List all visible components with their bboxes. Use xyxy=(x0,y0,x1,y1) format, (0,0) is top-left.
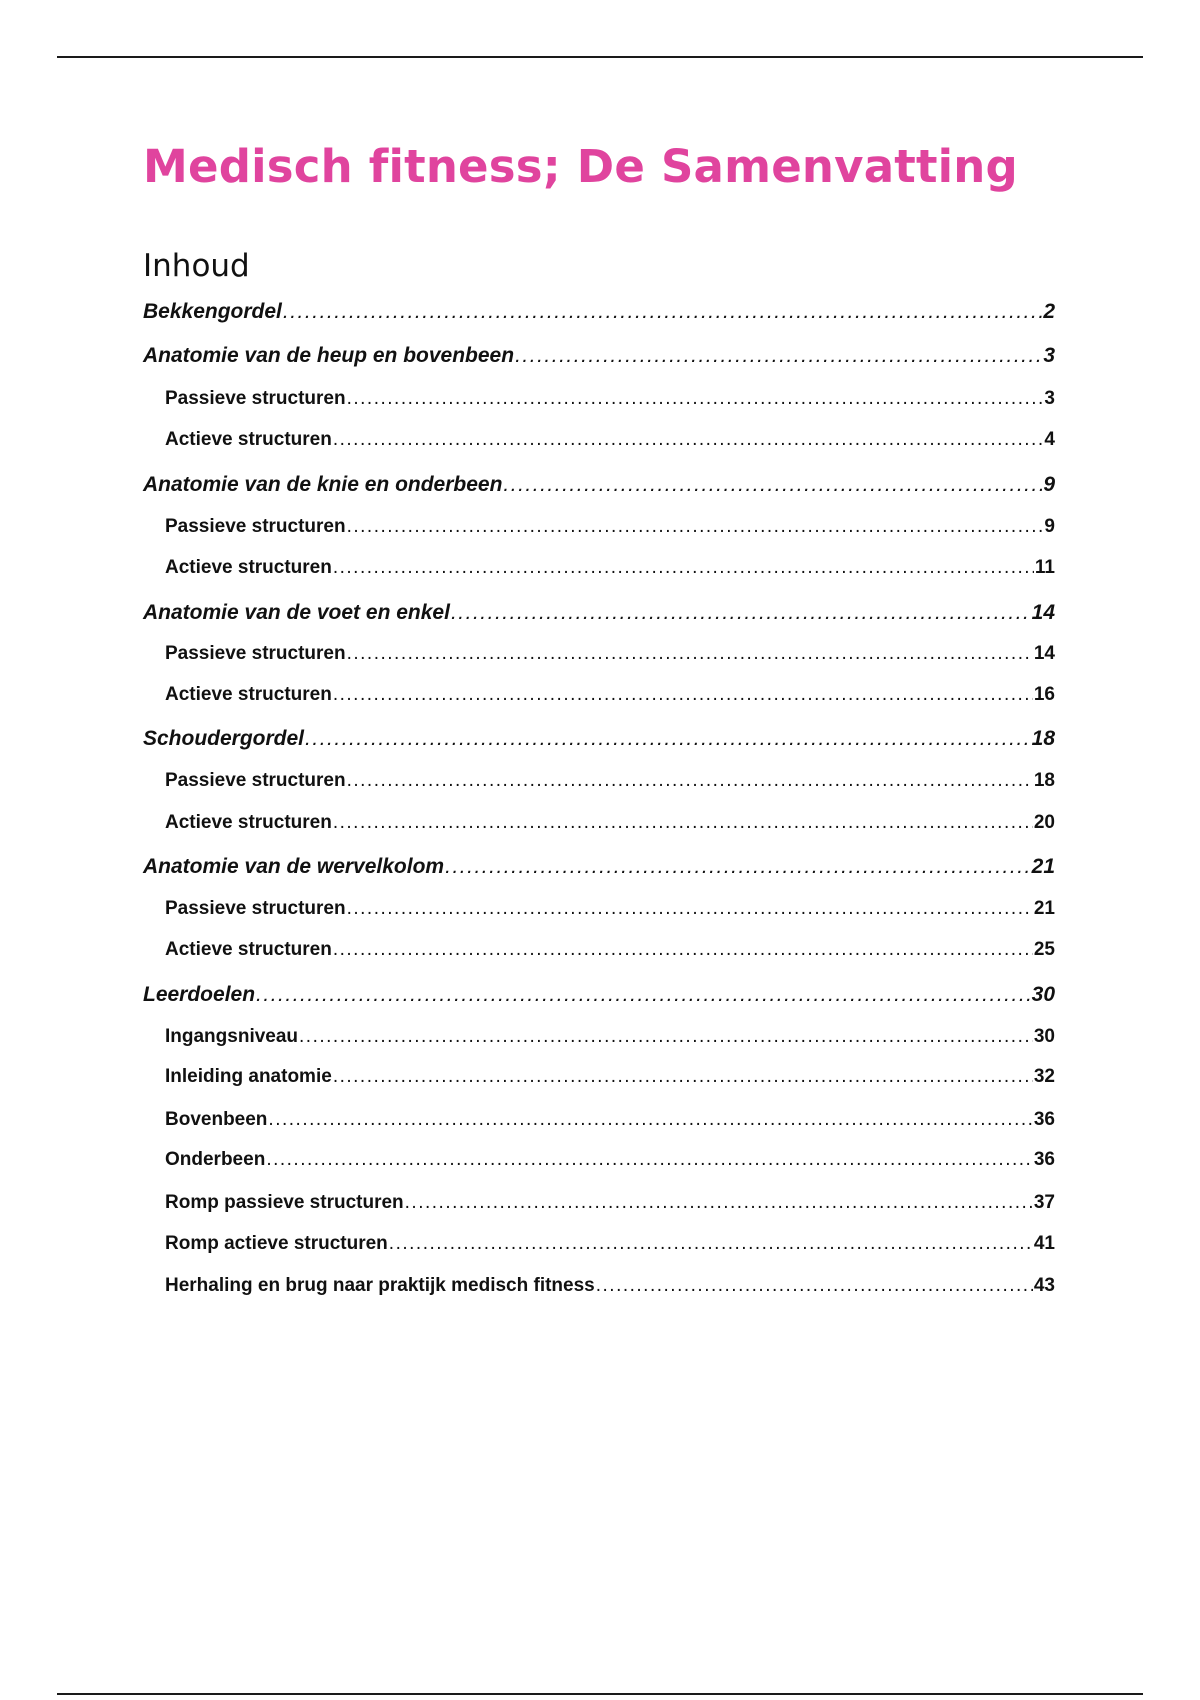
toc-entry-page: 30 xyxy=(1031,983,1055,1006)
toc-entry-page: 4 xyxy=(1044,429,1055,450)
toc-entry-label: Schoudergordel xyxy=(143,727,305,750)
toc-dot-leader xyxy=(445,855,1031,879)
toc-entry[interactable] xyxy=(165,1066,1055,1096)
toc-entry[interactable] xyxy=(143,855,1055,885)
footer-rule xyxy=(57,1693,1143,1695)
toc-entry-page: 18 xyxy=(1033,770,1055,791)
toc-entry-page: 16 xyxy=(1033,684,1055,705)
toc-dot-leader xyxy=(347,898,1033,920)
toc-entry-label: Romp passieve structuren xyxy=(165,1192,404,1213)
toc-entry[interactable] xyxy=(143,983,1055,1013)
toc-entry-page: 3 xyxy=(1044,388,1055,409)
toc-entry[interactable] xyxy=(165,557,1055,587)
toc-dot-leader xyxy=(347,388,1044,410)
toc-entry-page: 36 xyxy=(1033,1149,1055,1170)
toc-entry-page: 41 xyxy=(1033,1233,1055,1254)
toc-dot-leader xyxy=(503,473,1042,497)
toc-entry-label: Passieve structuren xyxy=(165,516,346,537)
toc-entry-page: 14 xyxy=(1033,643,1055,664)
toc-entry-label: Ingangsniveau xyxy=(165,1026,299,1047)
toc-entry-page: 2 xyxy=(1043,300,1055,323)
toc-entry[interactable] xyxy=(165,898,1055,928)
toc-dot-leader xyxy=(333,1066,1033,1088)
toc-entry[interactable] xyxy=(165,1275,1055,1305)
toc-entry-page: 36 xyxy=(1033,1109,1055,1130)
toc-entry-label: Actieve structuren xyxy=(165,557,332,578)
toc-dot-leader xyxy=(305,727,1031,751)
document-title: Medisch fitness; De Samenvatting xyxy=(143,140,1018,193)
toc-dot-leader xyxy=(266,1149,1033,1171)
toc-entry-label: Anatomie van de knie en onderbeen xyxy=(143,473,503,496)
toc-entry-label: Anatomie van de wervelkolom xyxy=(143,855,445,878)
toc-entry[interactable] xyxy=(165,643,1055,673)
toc-entry[interactable] xyxy=(165,1233,1055,1263)
toc-dot-leader xyxy=(389,1233,1033,1255)
toc-entry-page: 18 xyxy=(1031,727,1055,750)
toc-entry-page: 30 xyxy=(1033,1026,1055,1047)
toc-entry-label: Bovenbeen xyxy=(165,1109,268,1130)
toc-entry[interactable] xyxy=(165,770,1055,800)
toc-dot-leader xyxy=(515,344,1042,368)
toc-entry-page: 3 xyxy=(1043,344,1055,367)
toc-entry[interactable] xyxy=(165,516,1055,546)
toc-entry[interactable] xyxy=(165,939,1055,969)
toc-entry[interactable] xyxy=(165,684,1055,714)
toc-dot-leader xyxy=(347,516,1044,538)
toc-entry-page: 37 xyxy=(1033,1192,1055,1213)
toc-entry-label: Passieve structuren xyxy=(165,770,346,791)
toc-entry[interactable] xyxy=(165,388,1055,418)
toc-entry[interactable] xyxy=(165,812,1055,842)
toc-entry-page: 20 xyxy=(1033,812,1055,833)
toc-heading: Inhoud xyxy=(143,248,250,284)
toc-dot-leader xyxy=(596,1275,1033,1297)
toc-entry-page: 25 xyxy=(1033,939,1055,960)
toc-entry[interactable] xyxy=(165,1026,1055,1056)
toc-entry-page: 21 xyxy=(1031,855,1055,878)
toc-entry[interactable] xyxy=(165,1149,1055,1179)
toc-entry-label: Actieve structuren xyxy=(165,684,332,705)
toc-entry-label: Inleiding anatomie xyxy=(165,1066,332,1087)
toc-dot-leader xyxy=(333,939,1033,961)
toc-dot-leader xyxy=(299,1026,1033,1048)
toc-entry[interactable] xyxy=(165,1192,1055,1222)
toc-entry-label: Herhaling en brug naar praktijk medisch fitness xyxy=(165,1275,595,1296)
toc-dot-leader xyxy=(333,429,1044,451)
toc-dot-leader xyxy=(283,300,1042,324)
toc-entry[interactable] xyxy=(143,344,1055,374)
toc-entry-label: Anatomie van de heup en bovenbeen xyxy=(143,344,515,367)
toc-dot-leader xyxy=(347,770,1033,792)
toc-entry-label: Actieve structuren xyxy=(165,429,332,450)
toc-dot-leader xyxy=(333,684,1033,706)
toc-entry-label: Onderbeen xyxy=(165,1149,266,1170)
toc-entry-page: 21 xyxy=(1033,898,1055,919)
toc-entry-label: Passieve structuren xyxy=(165,898,346,919)
toc-entry[interactable] xyxy=(143,300,1055,330)
toc-entry-label: Bekkengordel xyxy=(143,300,282,323)
toc-entry-page: 32 xyxy=(1033,1066,1055,1087)
toc-entry-page: 14 xyxy=(1031,601,1055,624)
toc-entry-label: Passieve structuren xyxy=(165,643,346,664)
toc-entry-page: 43 xyxy=(1033,1275,1055,1296)
toc-entry-page: 11 xyxy=(1034,557,1055,578)
toc-dot-leader xyxy=(347,643,1033,665)
toc-entry-label: Leerdoelen xyxy=(143,983,256,1006)
toc-entry[interactable] xyxy=(143,727,1055,757)
toc-entry-page: 9 xyxy=(1044,516,1055,537)
toc-dot-leader xyxy=(333,812,1033,834)
toc-entry[interactable] xyxy=(165,1109,1055,1139)
toc-dot-leader xyxy=(268,1109,1032,1131)
toc-dot-leader xyxy=(405,1192,1033,1214)
toc-entry-label: Romp actieve structuren xyxy=(165,1233,388,1254)
toc-dot-leader xyxy=(333,557,1034,579)
toc-entry[interactable] xyxy=(143,473,1055,503)
toc-entry-label: Anatomie van de voet en enkel xyxy=(143,601,450,624)
toc-entry-page: 9 xyxy=(1043,473,1055,496)
toc-dot-leader xyxy=(256,983,1031,1007)
toc-entry-label: Passieve structuren xyxy=(165,388,346,409)
toc-dot-leader xyxy=(451,601,1031,625)
toc-entry-label: Actieve structuren xyxy=(165,939,332,960)
toc-entry[interactable] xyxy=(143,601,1055,631)
toc-entry[interactable] xyxy=(165,429,1055,459)
toc-entry-label: Actieve structuren xyxy=(165,812,332,833)
